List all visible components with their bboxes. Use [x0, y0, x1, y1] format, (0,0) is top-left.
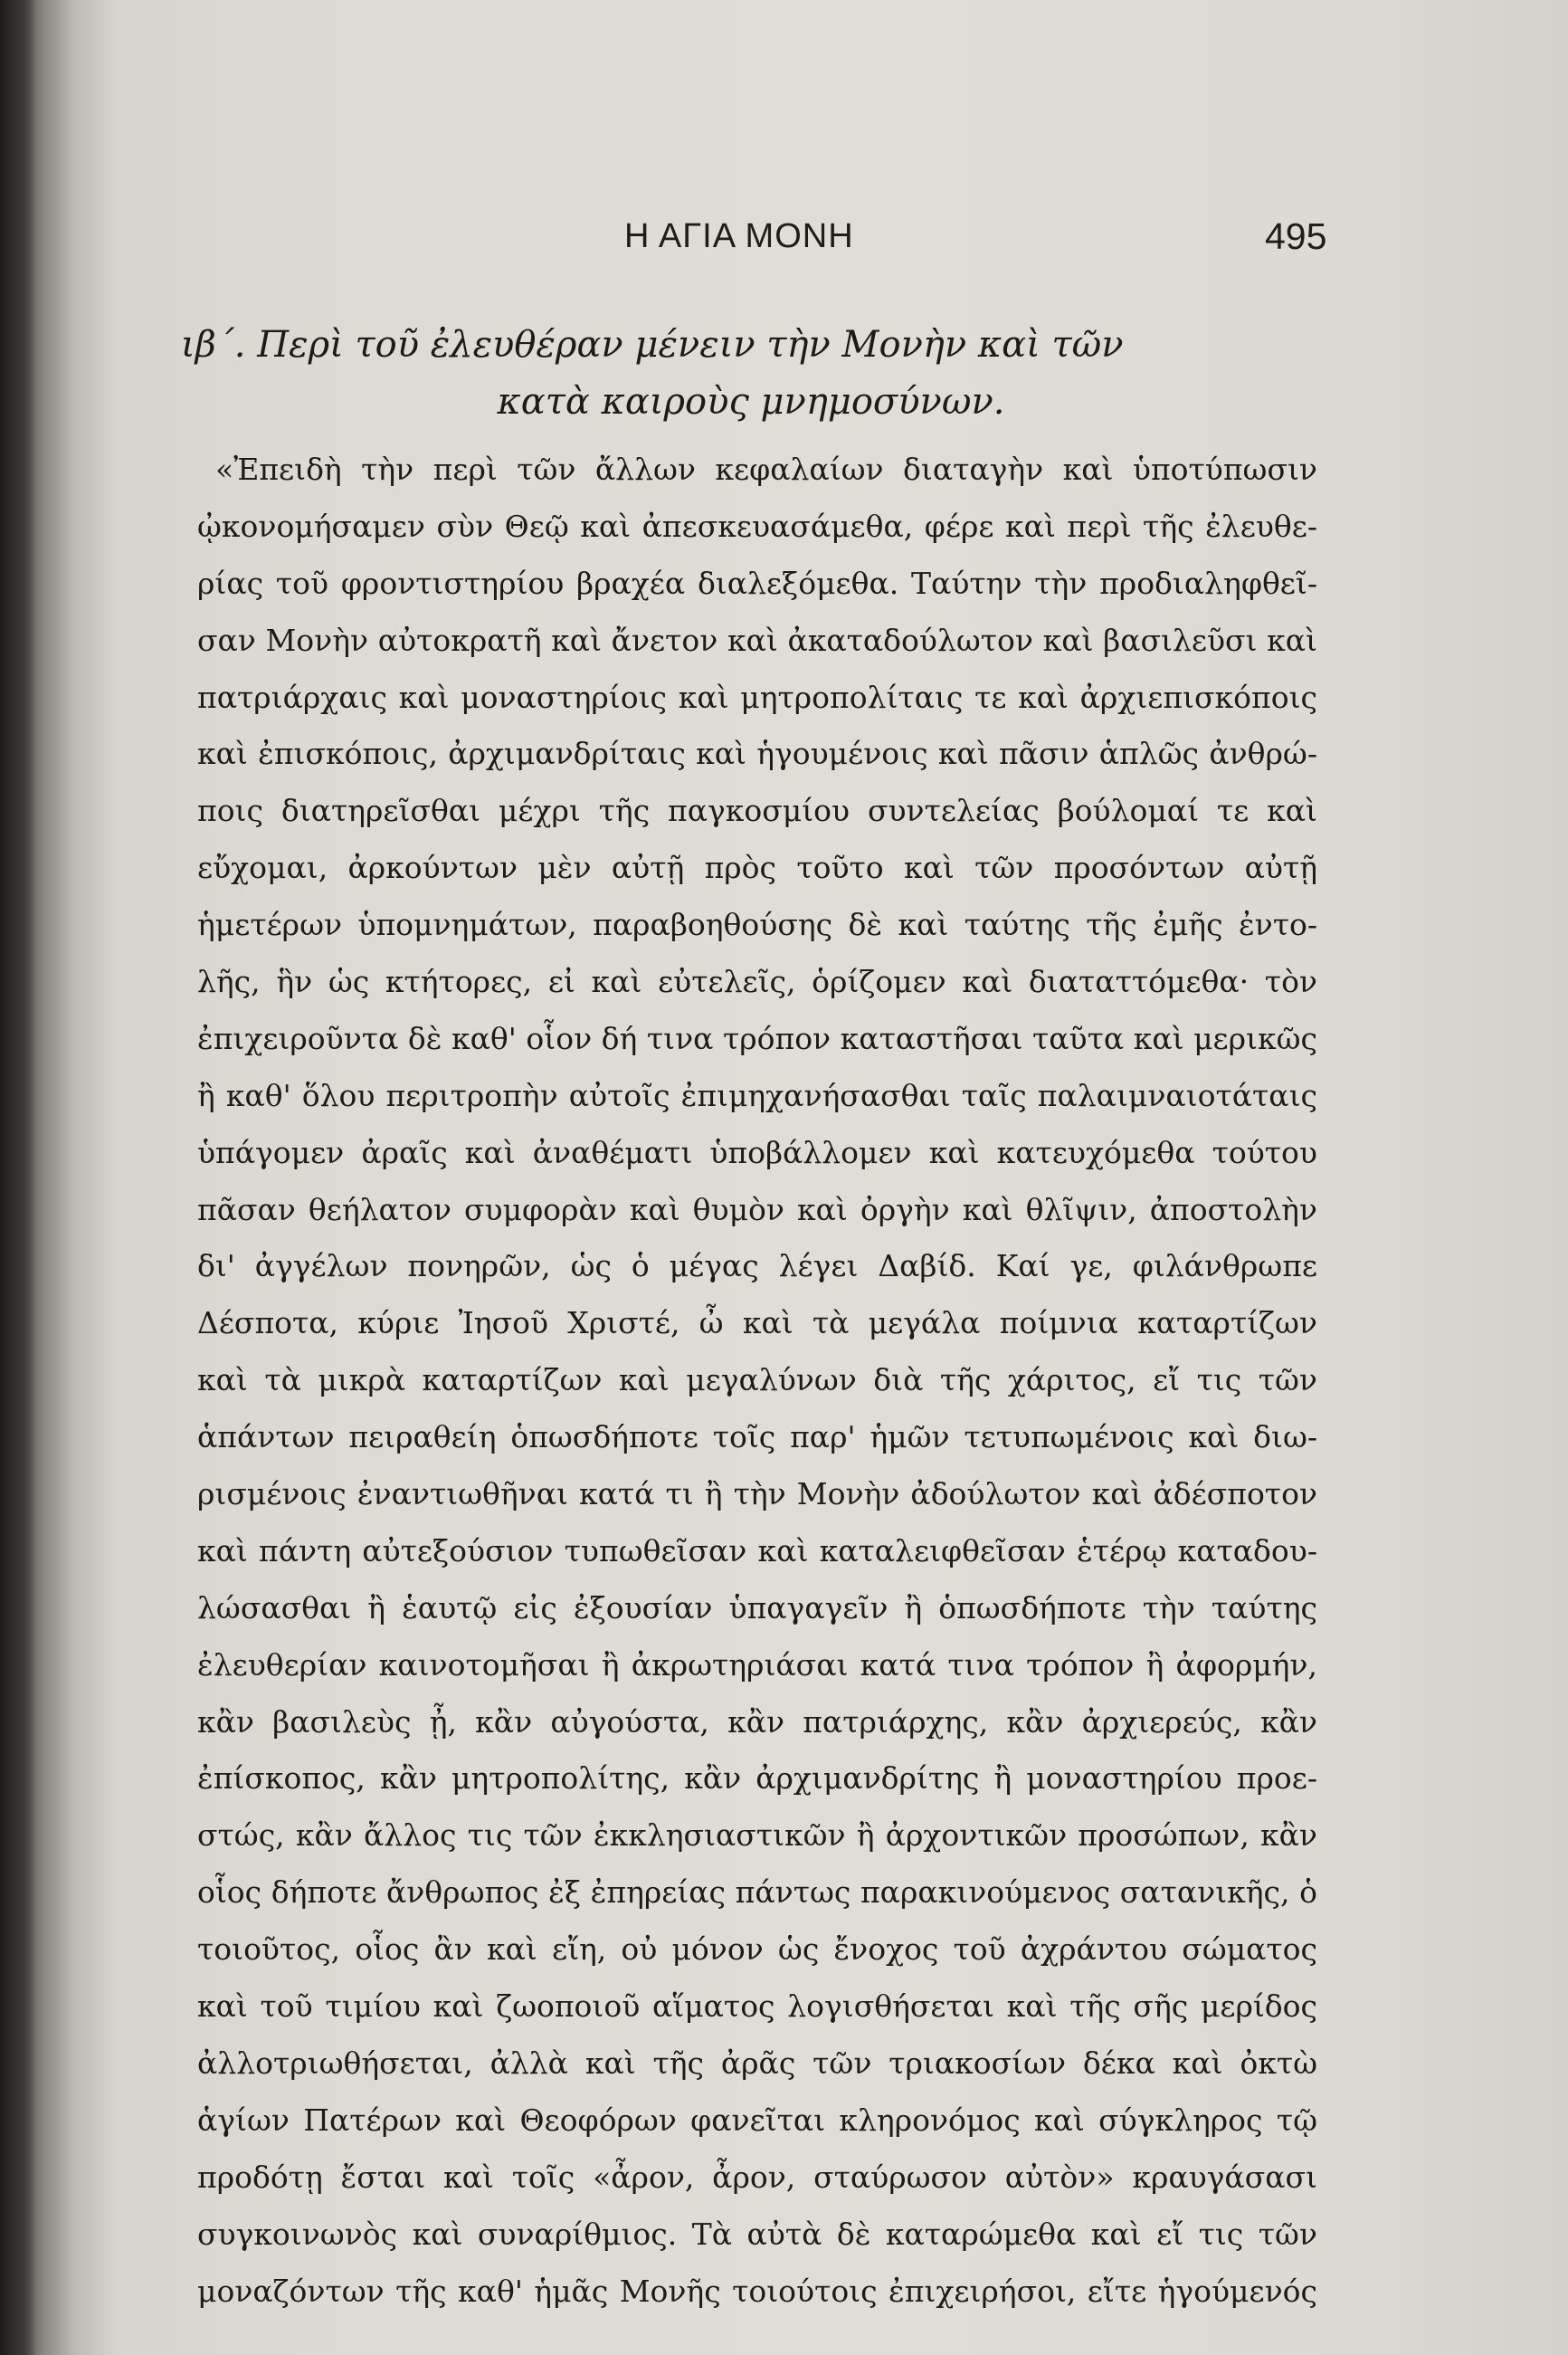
text-line: ἁγίων Πατέρων καὶ Θεοφόρων φανεῖται κληρονόμος καὶ σύγκληρος τῷ	[197, 2102, 1317, 2138]
text-line: ἐπιχειροῦντα δὲ καθ' οἷον δή τινα τρόπον καταστῆσαι ταῦτα καὶ μερικῶς	[197, 1020, 1317, 1056]
page-number: 495	[1265, 215, 1327, 257]
text-line: καὶ ἐπισκόποις, ἀρχιμανδρίταις καὶ ἡγουμένοις καὶ πᾶσιν ἁπλῶς ἀνθρώ-	[197, 736, 1317, 772]
text-line: μοναζόντων τῆς καθ' ἡμᾶς Μονῆς τοιούτοις ἐπιχειρήσοι, εἴτε ἡγούμενός	[197, 2273, 1317, 2309]
section-title-part-1: Περὶ τοῦ ἐλευθέραν μένειν τὴν Μονὴν καὶ τῶν	[257, 324, 1124, 366]
text-line: ὑπάγομεν ἀραῖς καὶ ἀναθέματι ὑποβάλλομεν καὶ κατευχόμεθα τούτου	[197, 1134, 1317, 1170]
text-line: ἐλευθερίαν καινοτομῆσαι ἢ ἀκρωτηριάσαι κατά τινα τρόπον ἢ ἀφορμήν,	[197, 1646, 1317, 1683]
text-line: πᾶσαν θεήλατον συμφορὰν καὶ θυμὸν καὶ ὀργὴν καὶ θλῖψιν, ἀποστολὴν	[197, 1191, 1317, 1227]
section-title-part-2: κατὰ καιροὺς μνημοσύνων.	[497, 381, 1005, 423]
text-line: τοιοῦτος, οἷος ἂν καὶ εἴη, οὐ μόνον ὡς ἔνοχος τοῦ ἀχράντου σώματος	[197, 1931, 1317, 1968]
section-number: ιβ΄.	[181, 324, 246, 366]
text-line: σαν Μονὴν αὐτοκρατῆ καὶ ἄνετον καὶ ἀκαταδούλωτον καὶ βασιλεῦσι καὶ	[197, 622, 1317, 658]
text-line: καὶ τὰ μικρὰ καταρτίζων καὶ μεγαλύνων διὰ τῆς χάριτος, εἴ τις τῶν	[197, 1362, 1317, 1398]
text-line: «Ἐπειδὴ τὴν περὶ τῶν ἄλλων κεφαλαίων διαταγὴν καὶ ὑποτύπωσιν	[215, 452, 1317, 487]
text-line: στώς, κἂν ἄλλος τις τῶν ἐκκλησιαστικῶν ἢ ἀρχοντικῶν προσώπων, κἂν	[197, 1817, 1317, 1854]
text-line: ἁπάντων πειραθείη ὁπωσδήποτε τοῖς παρ' ἡμῶν τετυπωμένοις καὶ διω-	[197, 1419, 1317, 1455]
section-heading	[181, 317, 1321, 431]
text-line: ρισμένοις ἐναντιωθῆναι κατά τι ἢ τὴν Μονὴν ἀδούλωτον καὶ ἀδέσποτον	[197, 1476, 1317, 1512]
text-line: κἂν βασιλεὺς ᾖ, κἂν αὐγούστα, κἂν πατριάρχης, κἂν ἀρχιερεύς, κἂν	[197, 1703, 1317, 1740]
text-line: ἢ καθ' ὅλου περιτροπὴν αὐτοῖς ἐπιμηχανήσασθαι ταῖς παλαιμναιοτάταις	[197, 1077, 1317, 1113]
text-line: συγκοινωνὸς καὶ συναρίθμιος. Τὰ αὐτὰ δὲ καταρώμεθα καὶ εἴ τις τῶν	[197, 2216, 1317, 2252]
running-head: Η ΑΓΙΑ ΜΟΝΗ	[624, 217, 854, 255]
text-line: καὶ τοῦ τιμίου καὶ ζωοποιοῦ αἵματος λογισθήσεται καὶ τῆς σῆς μερίδος	[197, 1988, 1317, 2025]
text-line: ἡμετέρων ὑπομνημάτων, παραβοηθούσης δὲ καὶ ταύτης τῆς ἐμῆς ἐντο-	[197, 907, 1317, 943]
text-line: ἀλλοτριωθήσεται, ἀλλὰ καὶ τῆς ἀρᾶς τῶν τριακοσίων δέκα καὶ ὀκτὼ	[197, 2045, 1317, 2081]
text-line: ποις διατηρεῖσθαι μέχρι τῆς παγκοσμίου συντελείας βούλομαί τε καὶ	[197, 793, 1317, 829]
text-line: δι' ἀγγέλων πονηρῶν, ὡς ὁ μέγας λέγει Δαβίδ. Καί γε, φιλάνθρωπε	[197, 1248, 1317, 1284]
text-line: καὶ πάντη αὐτεξούσιον τυπωθεῖσαν καὶ καταλειφθεῖσαν ἑτέρῳ καταδου-	[197, 1532, 1317, 1568]
text-line: λῆς, ἣν ὡς κτήτορες, εἰ καὶ εὐτελεῖς, ὁρίζομεν καὶ διαταττόμεθα· τὸν	[197, 964, 1317, 1000]
text-line: λώσασθαι ἢ ἑαυτῷ εἰς ἐξουσίαν ὑπαγαγεῖν ἢ ὁπωσδήποτε τὴν ταύτης	[197, 1589, 1317, 1626]
text-line: ἐπίσκοπος, κἂν μητροπολίτης, κἂν ἀρχιμανδρίτης ἢ μοναστηρίου προε-	[197, 1760, 1317, 1797]
body-text	[197, 442, 1337, 2320]
text-line: Δέσποτα, κύριε Ἰησοῦ Χριστέ, ὦ καὶ τὰ μεγάλα ποίμνια καταρτίζων	[197, 1305, 1317, 1341]
text-line: ρίας τοῦ φροντιστηρίου βραχέα διαλεξόμεθα. Ταύτην τὴν προδιαληφθεῖ-	[197, 565, 1317, 601]
section-heading-line-1	[181, 317, 1321, 374]
text-line: ᾠκονομήσαμεν σὺν Θεῷ καὶ ἀπεσκευασάμεθα, φέρε καὶ περὶ τῆς ἐλευθε-	[197, 508, 1317, 544]
text-line: οἷος δήποτε ἄνθρωπος ἐξ ἐπηρείας πάντως παρακινούμενος σατανικῆς, ὁ	[197, 1874, 1317, 1911]
text-line: εὔχομαι, ἀρκούντων μὲν αὐτῇ πρὸς τοῦτο καὶ τῶν προσόντων αὐτῇ	[197, 850, 1317, 886]
text-line: προδότῃ ἔσται καὶ τοῖς «ἆρον, ἆρον, σταύρωσον αὐτὸν» κραυγάσασι	[197, 2159, 1317, 2195]
book-spine-shadow	[0, 0, 36, 2355]
text-line: πατριάρχαις καὶ μοναστηρίοις καὶ μητροπολίταις τε καὶ ἀρχιεπισκόποις	[197, 679, 1317, 715]
